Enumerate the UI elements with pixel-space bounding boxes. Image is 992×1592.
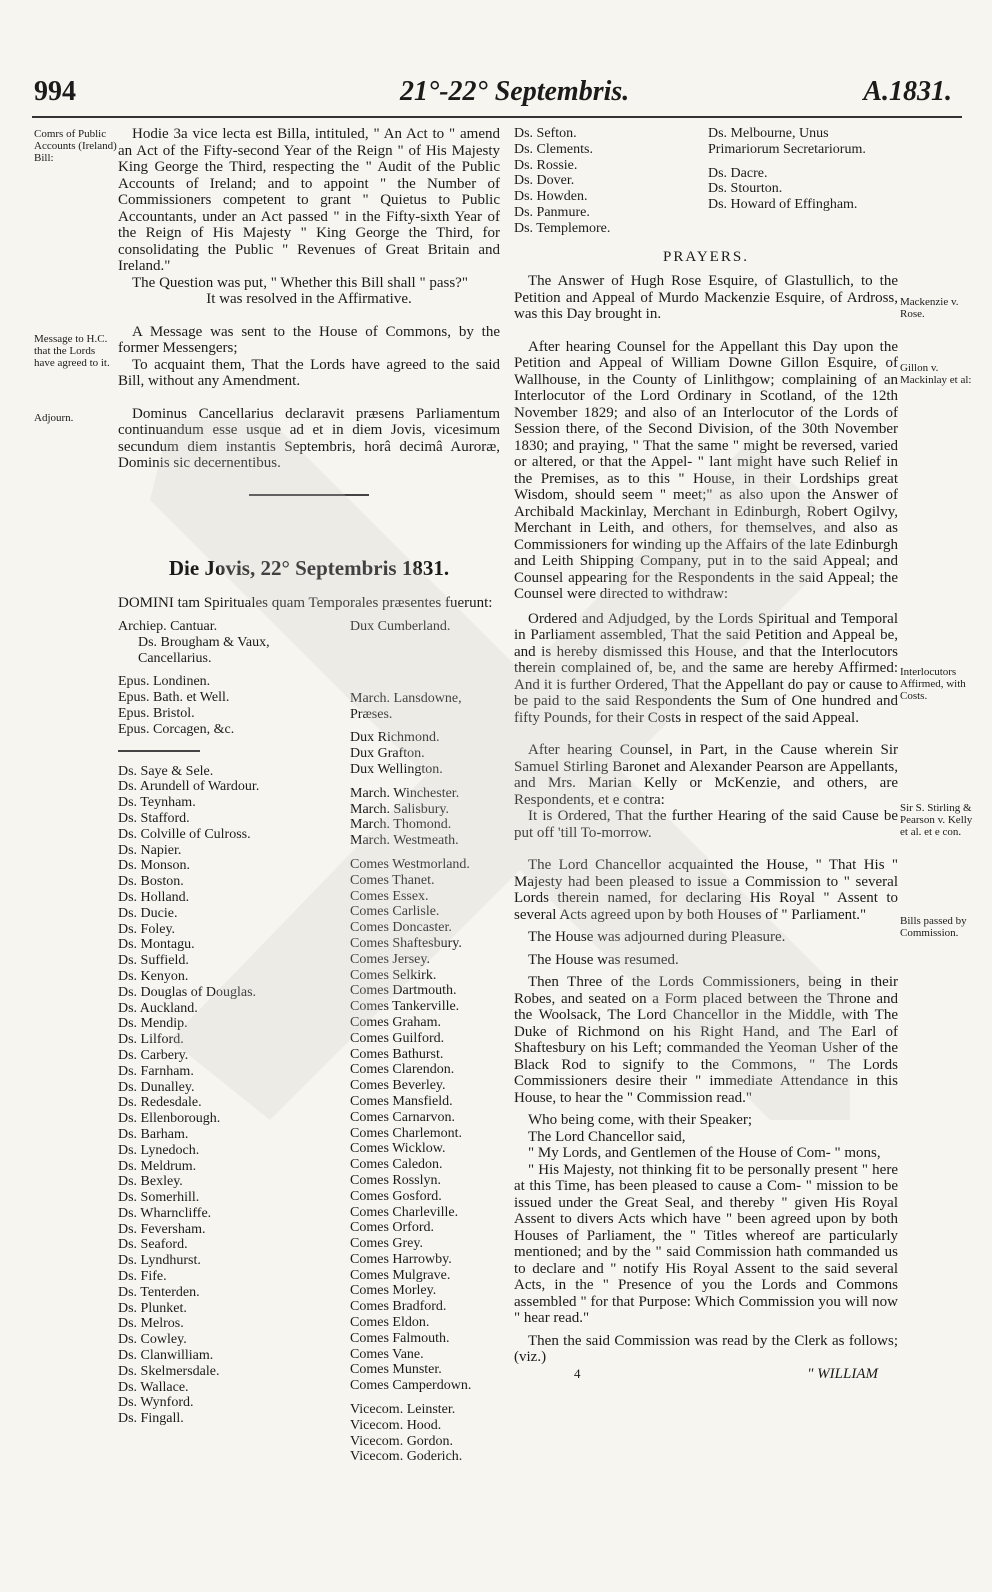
lord-name: Ds. Montagu. [118,937,195,953]
lords-middle-rest [350,786,500,1465]
lord-name: Ds. Stafford. [118,810,190,826]
lord-name: Comes Wicklow. [350,1141,446,1157]
ordered-paragraph: Ordered and Adjudged, by the Lords Spiritual and Temporal in Parliament assembled, That the said Petition and Appeal be, and is hereby dismissed this House, and that the Interlocutors therein complained of, be, and the same are hereby Affirmed: And it is further Ordered, That the Appellant do pay or cause to be paid to the said Respondents the Sum of One hundred and fifty Pounds, for their Costs in respect of the said Appeal. [514,610,898,726]
acquaint-paragraph: To acquaint them, That the Lords have agreed to the said Bill, without any Amendment. [118,356,500,389]
hearing-paragraph: It is Ordered, That the further Hearing of the said Cause be put off 'till To-morrow. [514,808,898,841]
margin-note-bills: Bills passed by Commission. [900,915,967,939]
lord-name: Dux Cumberland. [350,619,451,634]
list-rule [118,750,200,752]
lord-name: Comes Doncaster. [350,920,452,936]
lord-name: Comes Carlisle. [350,904,440,920]
lord-name: Comes Caledon. [350,1157,443,1173]
margin-note-gillon: Gillon v. Mackinlay et al: [900,362,972,386]
lord-name: Ds. Colville of Culross. [118,826,251,842]
lord-name: Comes Gosford. [350,1188,442,1204]
lord-name: Ds. Meldrum. [118,1158,197,1174]
lord-name: Comes Mansfield. [350,1093,453,1109]
lord-name: Vicecom. Gordon. [350,1433,453,1449]
lord-name: Comes Bradford. [350,1299,447,1315]
lord-name: Ds. Kenyon. [118,968,189,984]
lord-name: Comes Munster. [350,1362,442,1378]
lord-name: Ds. Farnham. [118,1063,194,1079]
lord-name: Ds. Napier. [118,842,182,858]
lord-name: Ds. Sefton. [514,126,577,141]
lord-name: Dux Grafton. [350,746,425,762]
lord-name: Ds. Bexley. [118,1174,183,1190]
speaker-paragraph: Who being come, with their Speaker; [528,1112,753,1129]
lord-name: Ds. Teynham. [118,795,196,811]
lord-name: Comes Essex. [350,888,429,904]
message-paragraph: A Message was sent to the House of Commons, by the former Messengers; [118,323,500,356]
answer-paragraph: The Answer of Hugh Rose Esquire, of Glastullich, to the Petition and Appeal of Murdo Mackenzie Esquire, of Ardross, was this Day brought in. [514,273,898,323]
resolved-paragraph: It was resolved in the Affirmative. [206,291,412,307]
lord-name: Ds. Howard of Effingham. [708,197,858,213]
lord-name: March. Salisbury. [350,801,450,817]
lord-name: Comes Shaftesbury. [350,935,462,951]
lord-name: Ds. Wynford. [118,1395,194,1411]
header-year: A.1831. [863,76,952,107]
lord-name: Ds. Lilford. [118,1032,184,1048]
lord-name: Ds. Foley. [118,921,176,937]
lords-middle-column [350,619,500,1465]
lord-name: Comes Westmorland. [350,856,470,872]
lord-name: Comes Falmouth. [350,1330,450,1346]
margin-note-mackenzie: Mackenzie v. Rose. [900,296,959,320]
lord-name: Ds. Howden. [514,189,588,205]
lord-name: Ds. Somerhill. [118,1190,200,1206]
lord-name: Ds. Ducie. [118,905,178,921]
lord-name: Dux Wellington. [350,761,443,777]
lord-name: Ds. Lyndhurst. [118,1253,201,1269]
margin-note-bill: Comrs of Public Accounts (Ireland) Bill: [34,128,117,164]
day-title: Die Jovis, 22° Septembris 1831. [168,555,450,580]
lord-name: Ds. Dover. [514,173,575,189]
lord-name: Dux Richmond. [350,730,440,746]
lord-name: Ds. Templemore. [514,220,611,236]
lords-left-temporal [118,764,348,1427]
lord-name: Ds. Wharncliffe. [118,1205,212,1221]
lord-name: Ds. Douglas of Douglas. [118,984,257,1000]
lord-name: Epus. Londinen. [118,674,211,690]
lord-name: Comes Guilford. [350,1030,445,1046]
domini-line: DOMINI tam Spirituales quam Temporales præsentes fuerunt: [118,594,493,611]
lord-name: Vicecom. Hood. [350,1417,442,1433]
lord-name: Ds. Dunalley. [118,1079,195,1095]
lord-name: Ds. Fingall. [118,1411,184,1427]
lord-name: Ds. Carbery. [118,1047,189,1063]
lord-name: Ds. Arundell of Wardour. [118,779,260,795]
lord-name: Comes Charleville. [350,1204,459,1220]
lord-name: Comes Selkirk. [350,967,437,983]
lord-name: Comes Rosslyn. [350,1172,442,1188]
lord-name: Comes Tankerville. [350,999,460,1015]
lords-present-list [118,619,500,1465]
lord-name: Comes Camperdown. [350,1378,472,1394]
lord-name: Ds. Seaford. [118,1237,188,1253]
lord-name: Comes Harrowby. [350,1251,452,1267]
lord-name: Ds. Ellenborough. [118,1111,221,1127]
lord-name: Ds. Boston. [118,874,184,890]
lord-name: Ds. Fife. [118,1269,167,1285]
lord-name: Ds. Suffield. [118,953,189,969]
lord-name: Comes Dartmouth. [350,983,457,999]
lord-chancellor: Ds. Brougham & Vaux, Cancellarius. [138,634,270,666]
gillon-paragraph: After hearing Counsel for the Appellant this Day upon the Petition and Appeal of William Downe Gillon Esquire, of Wallhouse, in the County of Linlithgow; complaining of an Interlocutor of the Lord Ordinary in Scotland, of the 12th November 1829; and also of an Interlocutor of the Lords of Session there, of the Second Division, of the 30th November 1830; and praying, " That the same " might be reversed, varied or altered, or that the Appel- " lant might have such Relief in the Premises, as to this " House, in their Lordships great Wisdom, should seem " meet;" as also upon the Answer of Archibald Mackinlay, Merchant in Edinburgh, Robert Ogilvy, Merchant in Leith, and others, for themselves, and also as Commissioners for winding up the Affairs of the late Edinburgh and Leith Shipping Company, put in to the said Appeal; and Counsel appearing for the Respondents in the said Appeal; the Counsel were directed to withdraw: [514,338,898,603]
lord-name: Comes Grey. [350,1236,423,1252]
lord-name: Ds. Wallace. [118,1379,189,1395]
margin-note-stirling: Sir S. Stirling & Pearson v. Kelly et al. et e con. [900,802,973,838]
lord-name: Ds. Holland. [118,889,190,905]
lord-name: March. Winchester. [350,785,460,801]
lord-name: Ds. Auckland. [118,1000,198,1016]
lord-name: Epus. Corcagen, &c. [118,721,235,737]
speech-paragraph: " His Majesty, not thinking fit to be personally present " here at this Time, has been pleased to cause a Com- " mission to be issued under the Great Seal, and thereby " given His Royal Assent to divers Acts which have " been agreed upon by both Houses of Parliament, the " Titles whereof are particularly mentioned; and by the " said Commission hath commanded us to declare and " notify His Royal Assent to the said several Acts, in the " Presence of you the Lords and Commons assembled " for that Purpose: Which Commission you will now " hear read." [514,1161,898,1327]
bill-paragraph: Hodie 3a vice lecta est Billa, intituled, " An Act to " amend an Act of the Fifty-second Year of the Reign " of His Majesty King George the Third, respecting the " Audit of the Public Accounts of Ireland; and to appoint " the Number of Commissioners competent to grant " Quietus to Public Accountants, under an Act passed " in the Fifty-sixth Year of the Reign of His Majesty " King George the Third, for consolidating the Public " Revenues of Great Britain and Ireland." [118,126,500,274]
lord-name: Ds. Clements. [514,141,593,157]
lord-name: Ds. Feversham. [118,1221,206,1237]
lord-name: Comes Clarendon. [350,1062,455,1078]
lord-name: Ds. Cowley. [118,1332,187,1348]
lord-president: March. Lansdowne, Præses. [350,690,462,722]
lord-name: Epus. Bath. et Well. [118,690,230,706]
header-date: 21°-22° Septembris. [400,76,630,107]
lords-right-a [514,126,694,237]
prayers-heading: PRAYERS. [663,248,749,265]
margin-note-adjourn: Adjourn. [34,412,74,424]
lord-name: Ds. Skelmersdale. [118,1363,220,1379]
lord-name: Ds. Stourton. [708,181,783,197]
lord-name: March. Thomond. [350,817,452,833]
lord-name: Comes Orford. [350,1220,434,1236]
lord-name: Comes Thanet. [350,872,435,888]
lord-name: Comes Vane. [350,1346,424,1362]
lord-name: Vicecom. Leinster. [350,1402,456,1418]
lord-name: Comes Beverley. [350,1078,446,1094]
signature-mark: 4 [574,1365,581,1381]
lord-name: Comes Carnarvon. [350,1109,455,1125]
commissioners-paragraph: Then Three of the Lords Commissioners, being in their Robes, and seated on a Form placed between the Throne and the Woolsack, The Lord Chancellor in the Middle, with The Duke of Richmond on his Right Hand, and The Earl of Shaftesbury on his Left; commanded the Yeoman Usher of the Black Rod to signify to the Commons, " The Lords Commissioners desire their " immediate Attendance in this House, to hear the " Commission read." [514,974,898,1106]
margin-note-message: Message to H.C. that the Lords have agreed to it. [34,333,110,369]
header-rule [32,116,962,118]
adjourned-paragraph: The House was adjourned during Pleasure. [528,929,786,946]
right-column [514,126,898,1383]
lords-left-column [118,619,348,1465]
lord-name: Comes Eldon. [350,1315,430,1331]
lord-name: Comes Graham. [350,1014,441,1030]
chancellor-said: The Lord Chancellor said, [528,1128,686,1145]
lord-name: Ds. Monson. [118,858,190,874]
lord-name: Ds. Redesdale. [118,1095,202,1111]
commission-read-paragraph: Then the said Commission was read by the Clerk as follows; (viz.) [514,1332,898,1366]
page-number: 994 [34,76,76,107]
lord-name: Ds. Melbourne, Unus Primariorum Secretariorum. [708,126,866,157]
chancellor-paragraph: The Lord Chancellor acquainted the House, " That His " Majesty had been pleased to issue a Commission to " several Lords therein named, for declaring His Royal " Assent to several Acts agreed upon by both Houses of " Parliament." [514,857,898,923]
lord-name: Comes Mulgrave. [350,1267,451,1283]
resumed-paragraph: The House was resumed. [528,951,679,968]
adjourn-paragraph: Dominus Cancellarius declaravit præsens Parliamentum continuandum esse usque ad et in diem Jovis, vicesimum secundum diem instantis Septembris, horâ decimâ Auroræ, Dominis sic decernentibus. [118,405,500,471]
lord-name: Ds. Saye & Sele. [118,763,214,779]
lord-name: Ds. Dacre. [708,165,768,181]
lord-name: Ds. Mendip. [118,1016,188,1032]
lord-name: Epus. Bristol. [118,705,195,721]
catchword: " WILLIAM [807,1365,878,1382]
stirling-paragraph: After hearing Counsel, in Part, in the Cause wherein Sir Samuel Stirling Baronet and Alexander Pearson are Appellants, and Mrs. Marian Kelly or McKenzie, and others, are Respondents, et e contra: [514,742,898,808]
left-column [118,126,500,1465]
lord-name: Ds. Melros. [118,1316,184,1332]
lord-name: Comes Jersey. [350,951,430,967]
lord-name: Archiep. Cantuar. [118,619,218,634]
lord-name: Comes Morley. [350,1283,437,1299]
lord-name: Comes Bathurst. [350,1046,444,1062]
lord-name: Ds. Plunket. [118,1300,187,1316]
lord-name: Ds. Barham. [118,1126,189,1142]
lord-name: Vicecom. Goderich. [350,1449,463,1465]
running-header [0,76,992,116]
lord-name: Ds. Tenterden. [118,1284,200,1300]
lord-name: Comes Charlemont. [350,1125,462,1141]
lord-name: March. Westmeath. [350,833,459,849]
question-paragraph: The Question was put, " Whether this Bill shall " pass?" [132,274,468,291]
lord-name: Ds. Lynedoch. [118,1142,200,1158]
lords-right-list [514,126,898,237]
address-paragraph: " My Lords, and Gentlemen of the House of Com- " mons, [528,1145,881,1162]
lords-right-b [708,126,898,237]
margin-note-affirmed: Interlocutors Affirmed, with Costs. [900,666,966,702]
lord-name: Ds. Clanwilliam. [118,1348,214,1364]
lord-name: Ds. Panmure. [514,204,590,220]
lord-name: Ds. Rossie. [514,157,578,173]
